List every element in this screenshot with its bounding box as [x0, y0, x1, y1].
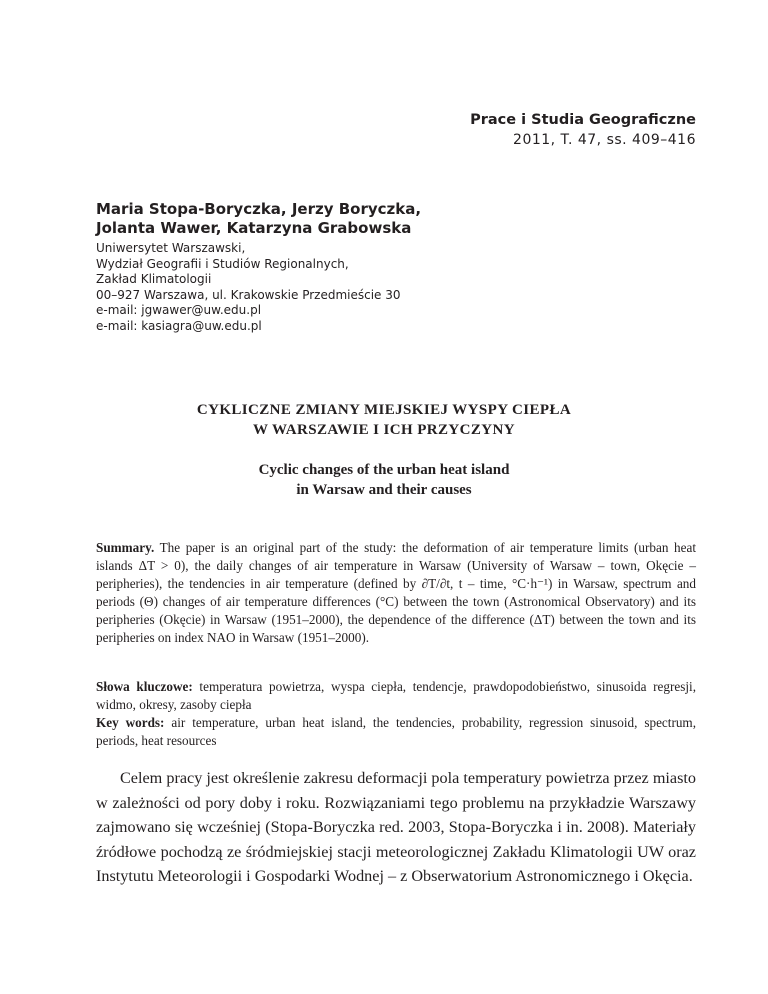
title-polish-line: CYKLICZNE ZMIANY MIEJSKIEJ WYSPY CIEPŁA — [196, 402, 572, 418]
affiliation-line: 00–927 Warszawa, ul. Krakowskie Przedmieście 30 — [96, 287, 401, 302]
summary-text: The paper is an original part of the study: the deformation of air temperature limits (urban heat islands ΔT > 0), the daily changes of air temperature in Warsaw (University of Warsaw – town, Okęcie – peripheries), the tendencies in air temperature (defined by ∂T/∂t, t – time, °C·h⁻¹) in Warsaw, spectrum and periods (Θ) changes of air temperature differences (°C) between the town (Astronomical Observatory) and its peripheries (Okęcie) in Warsaw (1951–2000), the dependence of the difference (ΔT) between the town and its peripheries on index NAO in Warsaw (1951–2000). — [96, 540, 696, 645]
keywords-english-text: air temperature, urban heat island, the tendencies, probability, regression sinusoid, spectrum, periods, heat resources — [96, 715, 696, 748]
journal-title: Prace i Studia Geograficzne — [470, 112, 696, 128]
body-text — [96, 766, 696, 889]
email-line: e-mail: jgwawer@uw.edu.pl — [96, 303, 262, 317]
keywords-polish — [96, 678, 696, 714]
keywords-english — [96, 714, 696, 750]
journal-header — [470, 110, 696, 150]
email-line: e-mail: kasiagra@uw.edu.pl — [96, 318, 262, 333]
author-block — [96, 200, 476, 334]
keywords-section — [96, 678, 696, 750]
keywords-polish-label: Słowa kluczowe: — [96, 679, 193, 694]
title-polish — [0, 400, 768, 440]
summary — [96, 539, 696, 647]
affiliation — [96, 241, 476, 334]
affiliation-line: Uniwersytet Warszawski, — [96, 241, 246, 255]
affiliation-line: Wydział Geografii i Studiów Regionalnych, — [96, 256, 349, 271]
title-polish-line: W WARSZAWIE I ICH PRZYCZYNY — [253, 422, 515, 438]
title-english-line: in Warsaw and their causes — [296, 482, 472, 498]
keywords-polish-text: temperatura powietrza, wyspa ciepła, tendencje, prawdopodobieństwo, sinusoida regresji, widmo, okresy, zasoby ciepła — [96, 679, 696, 712]
author-names: Maria Stopa-Boryczka, Jerzy Boryczka, Jolanta Wawer, Katarzyna Grabowska — [96, 200, 422, 237]
title-english — [0, 460, 768, 500]
title-english-line: Cyclic changes of the urban heat island — [258, 462, 510, 478]
journal-reference: 2011, T. 47, ss. 409–416 — [513, 132, 696, 148]
body-paragraph: Celem pracy jest określenie zakresu deformacji pola temperatury powietrza przez miasto w zależności od pory doby i roku. Rozwiązaniami tego problemu na przykładzie Warszawy zajmowano się wcześniej (Stopa-Boryczka red. 2003, Stopa-Boryczka i in. 2008). Materiały źródłowe pochodzą ze śródmiejskiej stacji meteorologicznej Zakładu Klimatologii UW oraz Instytutu Meteorologii i Gospodarki Wodnej – z Obserwatorium Astronomicznego i Okęcia. — [96, 769, 696, 885]
affiliation-line: Zakład Klimatologii — [96, 272, 212, 286]
summary-label: Summary. — [96, 540, 155, 555]
keywords-english-label: Key words: — [96, 715, 165, 730]
